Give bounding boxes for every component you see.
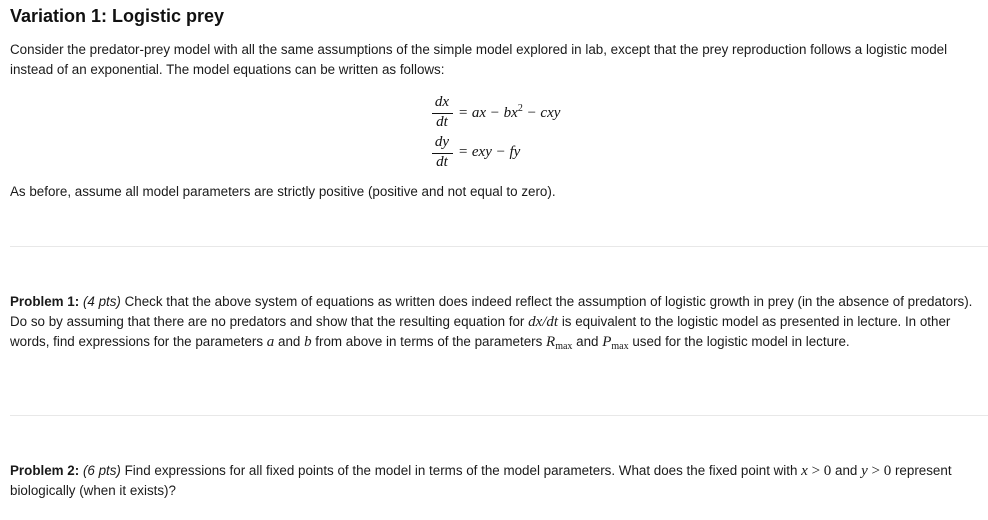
eq1-rhs-exp: 2 bbox=[517, 103, 523, 114]
problem-2-math-x: x bbox=[801, 463, 808, 479]
problem-1-points: (4 pts) bbox=[82, 294, 121, 309]
problem-1-math-b: b bbox=[304, 334, 312, 350]
problem-1-math-P: P bbox=[602, 334, 612, 350]
problem-1-sub-P: max bbox=[611, 341, 629, 352]
problem-1-text-5: and bbox=[572, 334, 603, 349]
equation-prey bbox=[432, 94, 602, 138]
problem-1-text-1: Check that the above system of equations as written does indeed reflect the assumption of logistic growth in prey (in the absence of predators). Do so by assuming that there are no predators and show that the resulting equation for bbox=[10, 294, 973, 329]
problem-2 bbox=[10, 461, 982, 501]
problem-1-label: Problem 1: bbox=[10, 294, 80, 309]
eq1-rhs-a: = ax − bx bbox=[458, 105, 518, 121]
problem-1-sub-R: max bbox=[555, 341, 573, 352]
problem-1-text-2: is equivalent to the logistic model as presented in lecture. In other words, find expressions for the parameters bbox=[10, 314, 951, 349]
problem-2-label: Problem 2: bbox=[10, 463, 80, 478]
eq1-rhs bbox=[458, 103, 560, 122]
intro-paragraph: Consider the predator-prey model with all the same assumptions of the simple model explored in lab, except that the prey reproduction follows a logistic model instead of an exponential. The model equations can be written as follows: bbox=[10, 42, 948, 77]
divider-2 bbox=[10, 415, 988, 416]
equation-predator bbox=[432, 134, 602, 178]
problem-2-math-y: y bbox=[861, 463, 868, 479]
section-title: Variation 1: Logistic prey bbox=[10, 6, 225, 26]
eq2-rhs: = exy − fy bbox=[458, 144, 521, 160]
problem-1-math-R: R bbox=[546, 334, 556, 350]
problem-1-text-4: from above in terms of the parameters bbox=[311, 334, 547, 349]
problem-2-text-1: Find expressions for all fixed points of the model in terms of the model parameters. What does the fixed point with bbox=[120, 463, 802, 478]
problem-1-math-dxdt: dx/dt bbox=[528, 314, 559, 330]
problem-1-text-6: used for the logistic model in lecture. bbox=[628, 334, 850, 349]
problem-2-cond-y: > 0 bbox=[867, 463, 892, 479]
eq2-denominator: dt bbox=[436, 154, 448, 170]
eq1-numerator: dx bbox=[434, 94, 450, 110]
problem-1-text-3: and bbox=[274, 334, 305, 349]
problem-2-text-2: and bbox=[831, 463, 862, 478]
assumption-paragraph: As before, assume all model parameters are strictly positive (positive and not equal to zero). bbox=[10, 184, 556, 199]
problem-2-text-3: represent biologically (when it exists)? bbox=[10, 463, 952, 498]
eq1-denominator: dt bbox=[436, 114, 448, 130]
problem-1 bbox=[10, 292, 982, 357]
problem-2-cond-x: > 0 bbox=[807, 463, 832, 479]
problem-1-math-a: a bbox=[266, 334, 275, 350]
eq2-numerator: dy bbox=[434, 134, 450, 150]
problem-2-points: (6 pts) bbox=[82, 463, 121, 478]
eq1-rhs-b: − cxy bbox=[522, 105, 561, 121]
divider-1 bbox=[10, 246, 988, 247]
